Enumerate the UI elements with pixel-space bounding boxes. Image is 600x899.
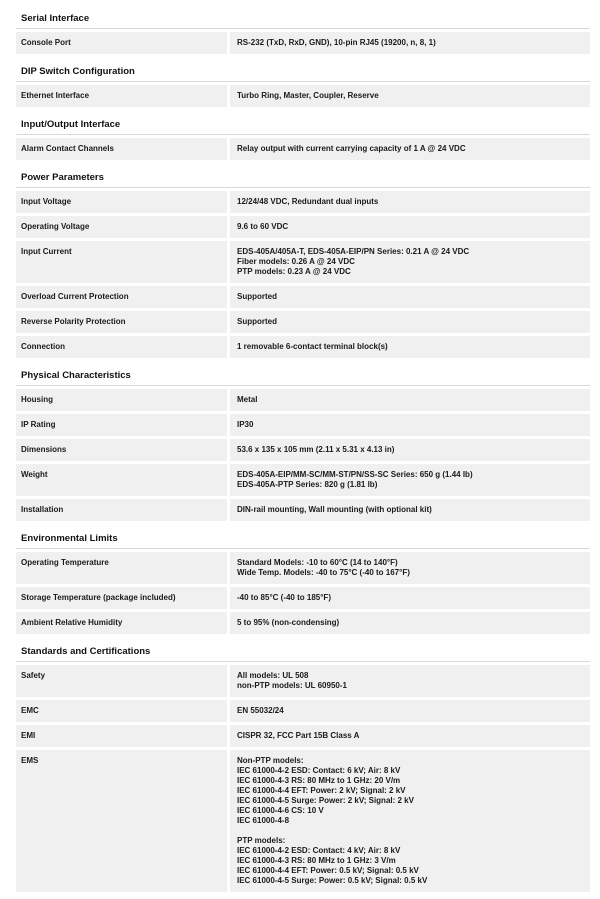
spec-value-line: Relay output with current carrying capacity of 1 A @ 24 VDC — [237, 144, 466, 153]
spec-value-line: PTP models: — [237, 836, 286, 845]
spec-value-line: Turbo Ring, Master, Coupler, Reserve — [237, 91, 379, 100]
section-title: DIP Switch Configuration — [16, 61, 590, 82]
spec-value-line: IEC 61000-4-5 Surge: Power: 2 kV; Signal: 2 kV — [237, 796, 414, 805]
spec-section — [16, 528, 590, 641]
section-title: Serial Interface — [16, 8, 590, 29]
spec-value-line: Supported — [237, 317, 277, 326]
spec-value-line: Non-PTP models: — [237, 756, 304, 765]
spec-value-line: CISPR 32, FCC Part 15B Class A — [237, 731, 360, 740]
spec-value — [230, 499, 590, 521]
spec-value-line: 5 to 95% (non-condensing) — [237, 618, 340, 627]
spec-row — [16, 336, 590, 358]
spec-value-line: EN 55032/24 — [237, 706, 284, 715]
spec-value — [230, 665, 590, 697]
spec-row — [16, 414, 590, 436]
spec-value-line: IEC 61000-4-3 RS: 80 MHz to 1 GHz: 3 V/m — [237, 856, 396, 865]
spec-value-line: IEC 61000-4-2 ESD: Contact: 6 kV; Air: 8 kV — [237, 766, 401, 775]
spec-row — [16, 464, 590, 496]
spec-value-line: IEC 61000-4-8 — [237, 816, 290, 825]
section-title: Physical Characteristics — [16, 365, 590, 386]
spec-value — [230, 587, 590, 609]
spec-row — [16, 587, 590, 609]
spec-value — [230, 725, 590, 747]
spec-row — [16, 311, 590, 333]
spec-value — [230, 85, 590, 107]
spec-label: Storage Temperature (package included) — [16, 587, 227, 609]
spec-row — [16, 499, 590, 521]
spec-row — [16, 725, 590, 747]
spec-value — [230, 700, 590, 722]
spec-value-line: Fiber models: 0.26 A @ 24 VDC — [237, 257, 355, 266]
spec-value-line: IEC 61000-4-4 EFT: Power: 0.5 kV; Signal: 0.5 kV — [237, 866, 419, 875]
spec-value — [230, 464, 590, 496]
spec-value — [230, 389, 590, 411]
spec-value — [230, 216, 590, 238]
spec-value-line: IP30 — [237, 420, 254, 429]
spec-value — [230, 439, 590, 461]
spec-label: EMI — [16, 725, 227, 747]
spec-label: Overload Current Protection — [16, 286, 227, 308]
spec-label: EMS — [16, 750, 227, 892]
spec-value — [230, 552, 590, 584]
spec-value-line: EDS-405A/405A-T, EDS-405A-EIP/PN Series: 0.21 A @ 24 VDC — [237, 247, 470, 256]
spec-row — [16, 612, 590, 634]
spec-value-line — [237, 826, 590, 836]
spec-row — [16, 138, 590, 160]
spec-value-line: IEC 61000-4-3 RS: 80 MHz to 1 GHz: 20 V/m — [237, 776, 401, 785]
spec-label: Operating Voltage — [16, 216, 227, 238]
spec-label: EMC — [16, 700, 227, 722]
spec-section — [16, 114, 590, 167]
spec-row — [16, 85, 590, 107]
spec-value — [230, 32, 590, 54]
spec-section — [16, 8, 590, 61]
spec-value-line: EDS-405A-EIP/MM-SC/MM-ST/PN/SS-SC Series: 650 g (1.44 lb) — [237, 470, 473, 479]
spec-row — [16, 700, 590, 722]
spec-value-line: RS-232 (TxD, RxD, GND), 10-pin RJ45 (19200, n, 8, 1) — [237, 38, 436, 47]
spec-section — [16, 641, 590, 899]
spec-label: Console Port — [16, 32, 227, 54]
spec-row — [16, 32, 590, 54]
spec-label: Dimensions — [16, 439, 227, 461]
spec-value — [230, 612, 590, 634]
spec-section — [16, 365, 590, 528]
spec-value-line: -40 to 85°C (-40 to 185°F) — [237, 593, 331, 602]
spec-label: Ambient Relative Humidity — [16, 612, 227, 634]
spec-label: Weight — [16, 464, 227, 496]
spec-label: Input Voltage — [16, 191, 227, 213]
spec-label: Installation — [16, 499, 227, 521]
spec-value-line: Metal — [237, 395, 258, 404]
spec-value-line: Wide Temp. Models: -40 to 75°C (-40 to 167°F) — [237, 568, 410, 577]
spec-value — [230, 191, 590, 213]
spec-label: IP Rating — [16, 414, 227, 436]
spec-row — [16, 389, 590, 411]
spec-value-line: 9.6 to 60 VDC — [237, 222, 289, 231]
spec-value-line: 1 removable 6-contact terminal block(s) — [237, 342, 388, 351]
spec-label: Ethernet Interface — [16, 85, 227, 107]
spec-value-line: IEC 61000-4-4 EFT: Power: 2 kV; Signal: 2 kV — [237, 786, 406, 795]
spec-value-line: All models: UL 508 — [237, 671, 309, 680]
spec-row — [16, 665, 590, 697]
spec-value — [230, 286, 590, 308]
spec-value-line: Supported — [237, 292, 277, 301]
spec-section — [16, 61, 590, 114]
spec-value-line: 53.6 x 135 x 105 mm (2.11 x 5.31 x 4.13 in) — [237, 445, 395, 454]
section-title: Environmental Limits — [16, 528, 590, 549]
spec-row — [16, 552, 590, 584]
spec-label: Input Current — [16, 241, 227, 283]
spec-sheet — [16, 8, 590, 899]
spec-value — [230, 311, 590, 333]
spec-value — [230, 336, 590, 358]
spec-value — [230, 750, 590, 892]
spec-label: Alarm Contact Channels — [16, 138, 227, 160]
spec-label: Reverse Polarity Protection — [16, 311, 227, 333]
spec-value-line: EDS-405A-PTP Series: 820 g (1.81 lb) — [237, 480, 378, 489]
spec-label: Housing — [16, 389, 227, 411]
spec-value-line: non-PTP models: UL 60950-1 — [237, 681, 347, 690]
spec-value-line: Standard Models: -10 to 60°C (14 to 140°F) — [237, 558, 398, 567]
spec-label: Operating Temperature — [16, 552, 227, 584]
spec-value-line: IEC 61000-4-2 ESD: Contact: 4 kV; Air: 8 kV — [237, 846, 401, 855]
spec-row — [16, 750, 590, 892]
spec-value-line: 12/24/48 VDC, Redundant dual inputs — [237, 197, 379, 206]
section-title: Standards and Certifications — [16, 641, 590, 662]
spec-value-line: DIN-rail mounting, Wall mounting (with optional kit) — [237, 505, 432, 514]
spec-value — [230, 241, 590, 283]
section-title: Power Parameters — [16, 167, 590, 188]
section-title: Input/Output Interface — [16, 114, 590, 135]
spec-value-line: IEC 61000-4-6 CS: 10 V — [237, 806, 324, 815]
spec-row — [16, 216, 590, 238]
spec-label: Connection — [16, 336, 227, 358]
spec-section — [16, 167, 590, 365]
spec-row — [16, 439, 590, 461]
spec-value — [230, 138, 590, 160]
spec-value — [230, 414, 590, 436]
spec-value-line: IEC 61000-4-5 Surge: Power: 0.5 kV; Signal: 0.5 kV — [237, 876, 428, 885]
spec-row — [16, 241, 590, 283]
spec-value-line: PTP models: 0.23 A @ 24 VDC — [237, 267, 351, 276]
spec-label: Safety — [16, 665, 227, 697]
spec-row — [16, 286, 590, 308]
spec-row — [16, 191, 590, 213]
